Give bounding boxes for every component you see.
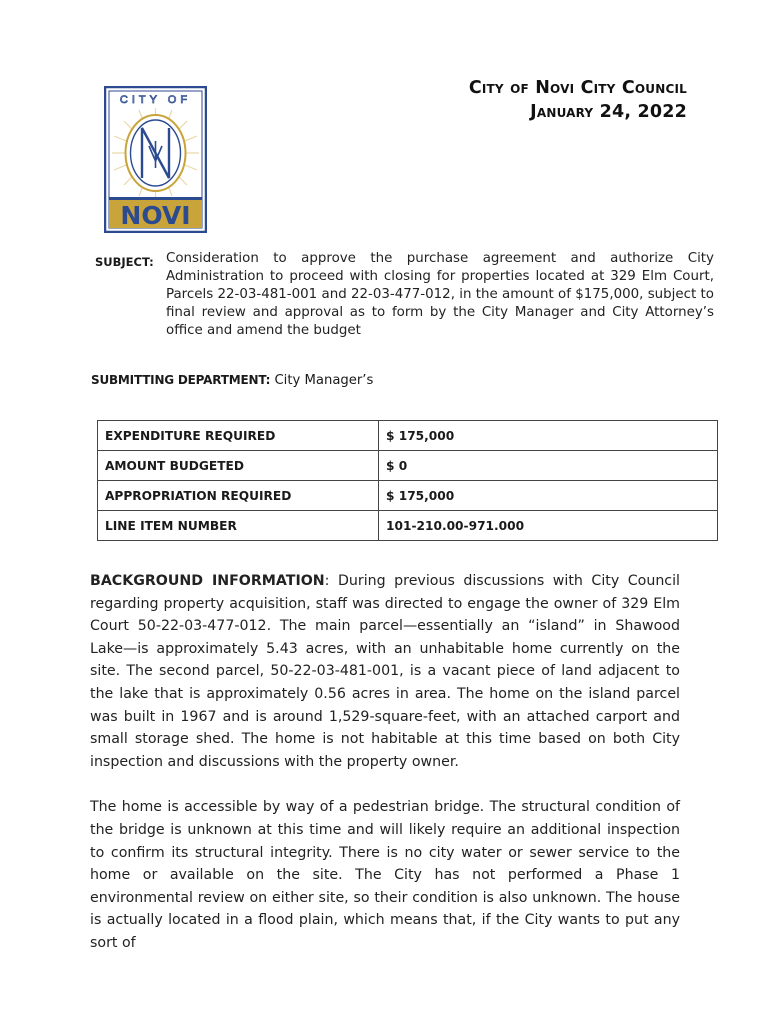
council-title: City of Novi City Council [468, 78, 687, 98]
submitting-department [91, 373, 373, 388]
table-cell-value: 101-210.00-971.000 [379, 511, 718, 541]
table-cell-label: APPROPRIATION REQUIRED [98, 481, 379, 511]
submitting-department-value: City Manager’s [274, 373, 374, 388]
logo-bottom-text: NOVI [120, 201, 191, 230]
background-label: BACKGROUND INFORMATION [90, 573, 325, 589]
body-text [90, 570, 680, 978]
bridge-paragraph: The home is accessible by way of a pedestrian bridge. The structural condition of the bridge is unknown at this time and will likely require an additional inspection to confirm its structural integrity. There is no city water or sewer service to the home or available on the site. The City has not performed a Phase 1 environmental review on either site, so their condition is also unknown. The house is actually located in a flood plain, which means that, if the City wants to put any sort of [90, 799, 680, 951]
table-row [98, 451, 718, 481]
subject-label: SUBJECT: [95, 255, 154, 269]
city-of-novi-logo [104, 86, 207, 233]
submitting-department-label: SUBMITTING DEPARTMENT: [91, 373, 271, 387]
table-row [98, 481, 718, 511]
table-cell-label: AMOUNT BUDGETED [98, 451, 379, 481]
logo-top-text: CITY OF [119, 94, 192, 106]
financial-table [97, 420, 718, 541]
sunburst-emblem [112, 108, 199, 198]
meeting-date: January 24, 2022 [530, 102, 687, 122]
table-cell-value: $ 0 [379, 451, 718, 481]
table-cell-label: LINE ITEM NUMBER [98, 511, 379, 541]
subject-text: Consideration to approve the purchase agreement and authorize City Administration to proceed with closing for properties located at 329 Elm Court, Parcels 22-03-481-001 and 22-03-477-012, in the amount of $175,000, subject to final review and approval as to form by the City Manager and City Attorney’s office and amend the budget [166, 251, 714, 338]
document-header [469, 76, 687, 124]
table-cell-value: $ 175,000 [379, 421, 718, 451]
table-cell-value: $ 175,000 [379, 481, 718, 511]
background-paragraph-text: : During previous discussions with City Council regarding property acquisition, staff was directed to engage the owner of 329 Elm Court 50-22-03-477-012. The main parcel—essentially an “island” in Shawood Lake—is approximately 5.43 acres, with an unhabitable home currently on the site. The second parcel, 50-22-03-481-001, is a vacant piece of land adjacent to the lake that is approximately 0.56 acres in area. The home on the island parcel was built in 1967 and is around 1,529-square-feet, with an attached carport and small storage shed. The home is not habitable at this time based on both City inspection and discussions with the property owner. [90, 573, 680, 770]
table-row [98, 421, 718, 451]
table-cell-label: EXPENDITURE REQUIRED [98, 421, 379, 451]
background-paragraph [90, 570, 680, 773]
table-row [98, 511, 718, 541]
